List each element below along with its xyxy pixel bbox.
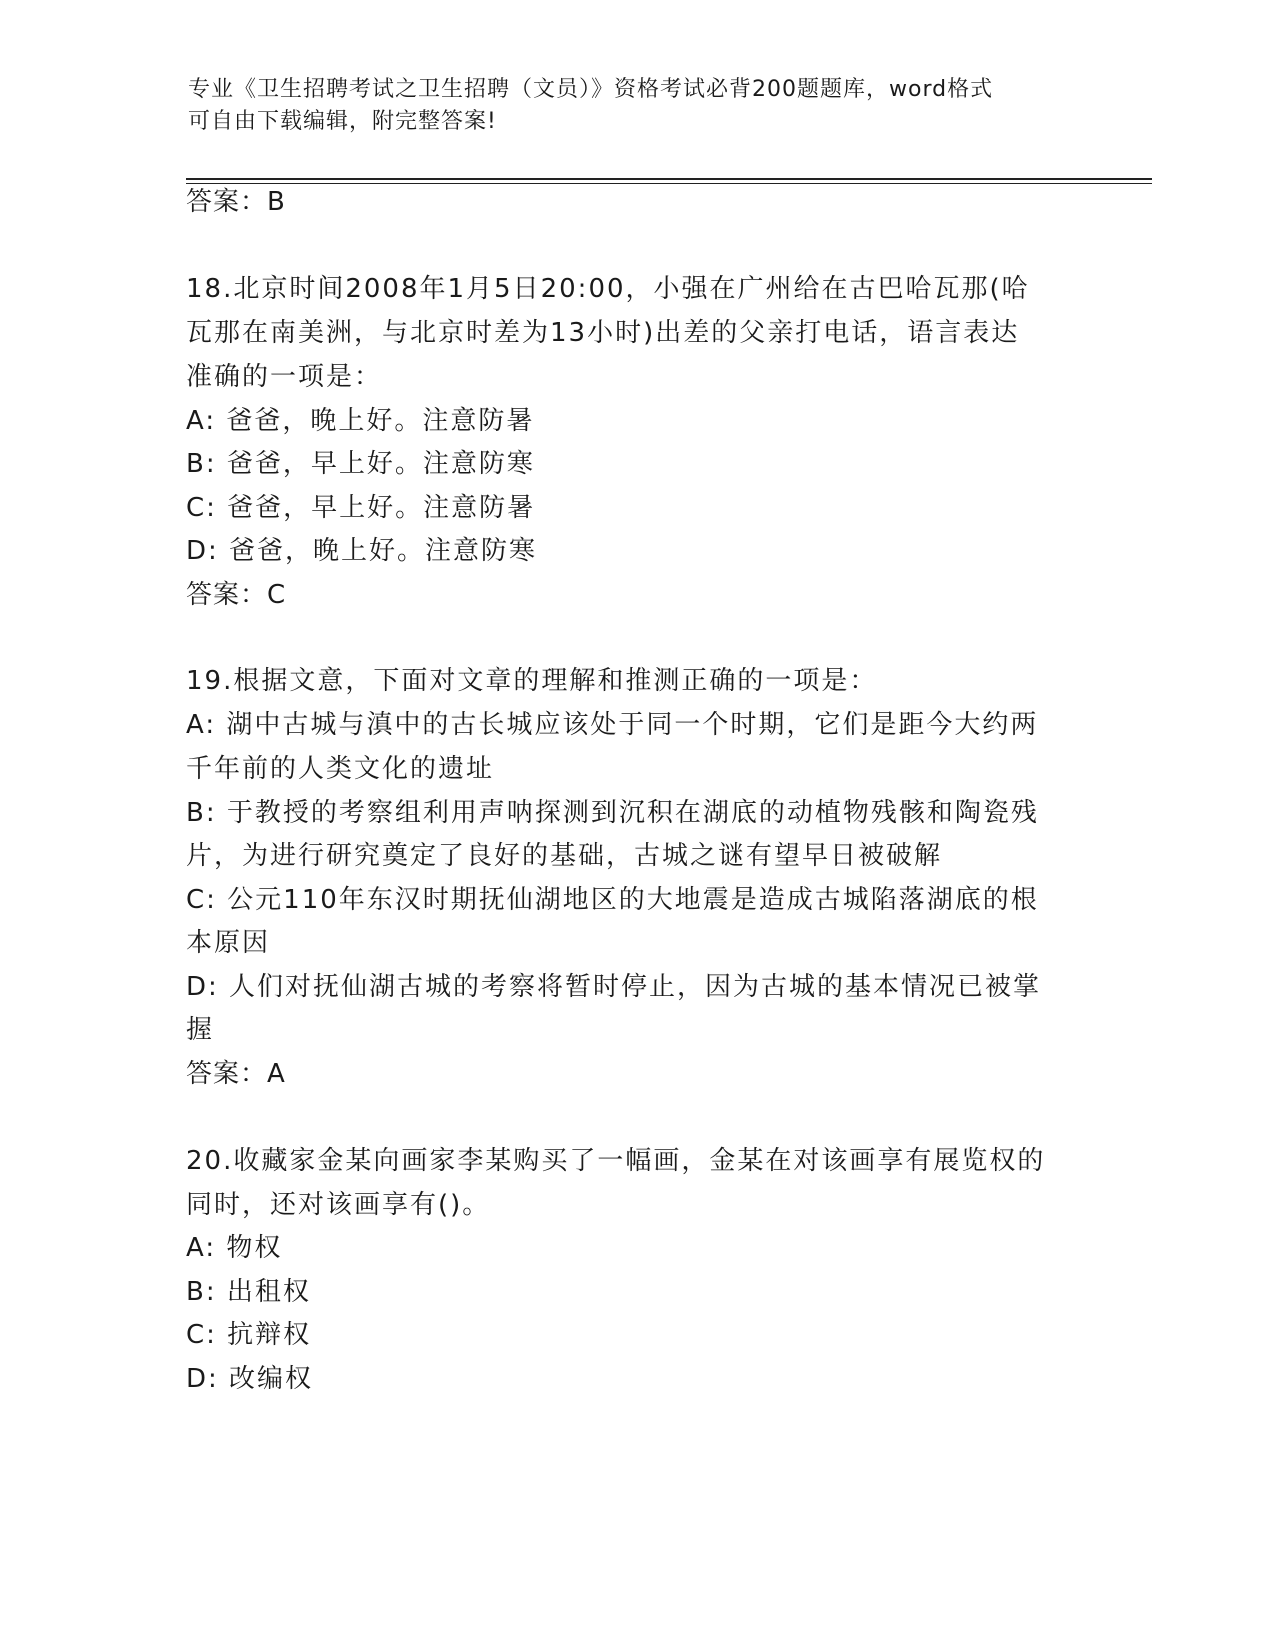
q19-option-d-line-2: 握 (186, 1015, 215, 1045)
q18-option-a: A: 爸爸，晚上好。注意防暑 (186, 406, 535, 436)
q19-option-a-line-2: 千年前的人类文化的遗址 (186, 754, 495, 784)
answer-q17: 答案：B (186, 187, 286, 217)
q20-option-b: B: 出租权 (186, 1277, 311, 1307)
q19-option-c-line-2: 本原因 (186, 928, 271, 958)
header-title-line-2: 可自由下载编辑，附完整答案! (188, 109, 497, 134)
q20-option-a: A: 物权 (186, 1233, 283, 1263)
q18-option-d: D: 爸爸，晚上好。注意防寒 (186, 536, 538, 566)
q20-stem-line-1: 20.收藏家金某向画家李某购买了一幅画，金某在对该画享有展览权的 (186, 1146, 1046, 1176)
q18-option-c: C: 爸爸，早上好。注意防暑 (186, 493, 536, 523)
q18-option-b: B: 爸爸，早上好。注意防寒 (186, 449, 535, 479)
q19-stem-line-1: 19.根据文意，下面对文章的理解和推测正确的一项是： (186, 666, 878, 696)
header-title-line-1: 专业《卫生招聘考试之卫生招聘（文员）》资格考试必背200题题库，word格式 (188, 77, 994, 102)
q18-stem-line-1: 18.北京时间2008年1月5日20:00，小强在广州给在古巴哈瓦那(哈 (186, 274, 1030, 304)
header-divider-thin (186, 183, 1152, 184)
q19-option-c-line-1: C: 公元110年东汉时期抚仙湖地区的大地震是造成古城陷落湖底的根 (186, 885, 1039, 915)
q19-option-a-line-1: A: 湖中古城与滇中的古长城应该处于同一个时期，它们是距今大约两 (186, 710, 1039, 740)
header-divider-thick (186, 178, 1152, 180)
q19-option-d-line-1: D: 人们对抚仙湖古城的考察将暂时停止，因为古城的基本情况已被掌 (186, 972, 1042, 1002)
q20-option-c: C: 抗辩权 (186, 1320, 312, 1350)
answer-q18: 答案：C (186, 580, 287, 610)
q18-stem-line-3: 准确的一项是： (186, 362, 383, 392)
q18-stem-line-2: 瓦那在南美洲，与北京时差为13小时)出差的父亲打电话，语言表达 (186, 318, 1020, 348)
q19-option-b-line-1: B: 于教授的考察组利用声呐探测到沉积在湖底的动植物残骸和陶瓷残 (186, 798, 1039, 828)
document-header (188, 74, 1088, 138)
answer-q19: 答案：A (186, 1059, 286, 1089)
q19-option-b-line-2: 片，为进行研究奠定了良好的基础，古城之谜有望早日被破解 (186, 841, 943, 871)
q20-stem-line-2: 同时，还对该画享有()。 (186, 1190, 491, 1220)
q20-option-d: D: 改编权 (186, 1364, 314, 1394)
